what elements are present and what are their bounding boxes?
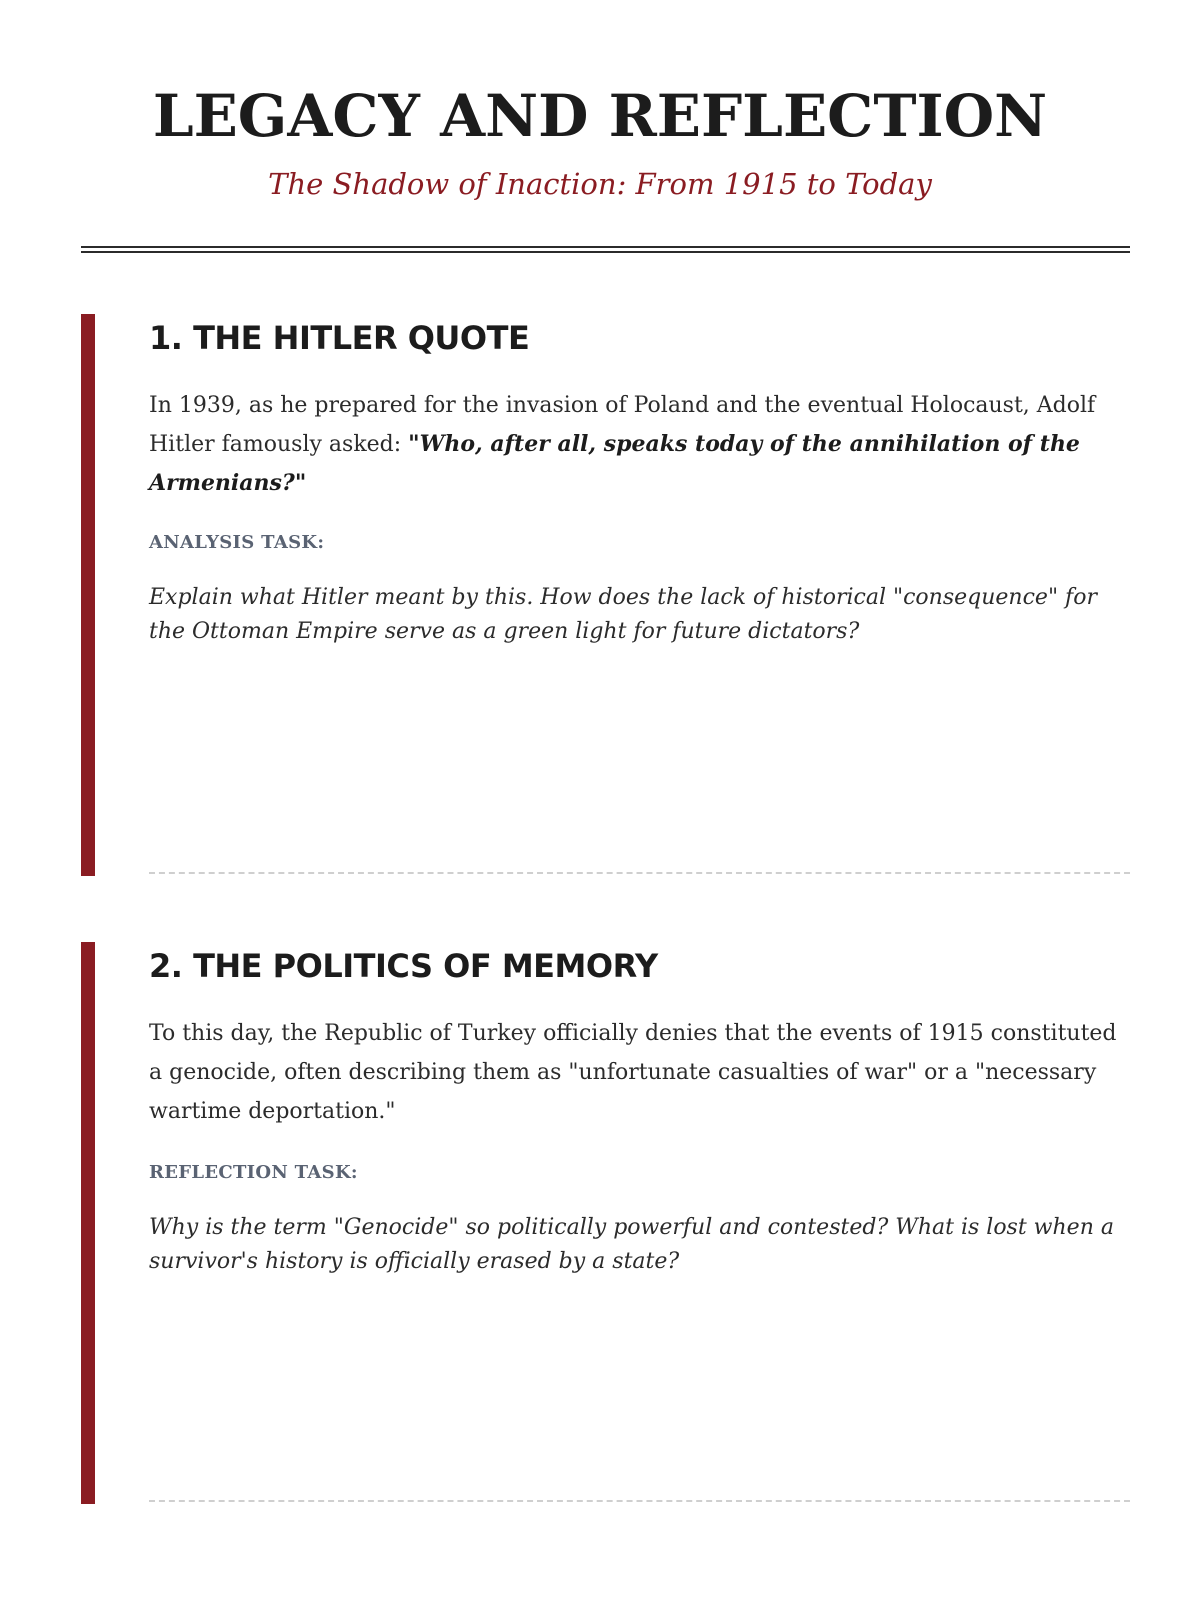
reflection-task-label: REFLECTION TASK: [149,1162,358,1183]
page-subtitle: The Shadow of Inaction: From 1915 to Today [268,167,932,201]
analysis-task-label: ANALYSIS TASK: [149,532,325,553]
page-title: LEGACY AND REFLECTION [152,82,1048,150]
section-body: To this day, the Republic of Turkey officially denies that the events of 1915 constituted a genocide, often describing them as "unfortunate casualties of war" or a "necessary wartime deportation." [149,1021,1117,1124]
header-divider [81,246,1130,253]
section-accent-bar [81,314,95,876]
answer-line[interactable] [149,872,1130,874]
answer-line[interactable] [149,1500,1130,1502]
section-content [149,314,1130,649]
hitler-quote: "Who, after all, speaks today of the annihilation of the Armenians?" [149,431,1080,496]
section-content [149,942,1130,1279]
analysis-task-prompt: Explain what Hitler meant by this. How does the lack of historical "consequence" for the Ottoman Empire serve as a green light for future dictators? [149,585,1097,644]
section-hitler-quote [81,314,1130,876]
section-body [149,386,1130,503]
section-politics-of-memory [81,942,1130,1504]
section-heading: 2. THE POLITICS OF MEMORY [149,947,658,985]
reflection-task-prompt: Why is the term "Genocide" so politically powerful and contested? What is lost when a survivor's history is officially erased by a state? [149,1215,1114,1274]
section-accent-bar [81,942,95,1504]
section-body-text: In 1939, as he prepared for the invasion of Poland and the eventual Holocaust, Adolf Hitler famously asked: [149,393,1096,457]
section-heading: 1. THE HITLER QUOTE [149,319,530,357]
